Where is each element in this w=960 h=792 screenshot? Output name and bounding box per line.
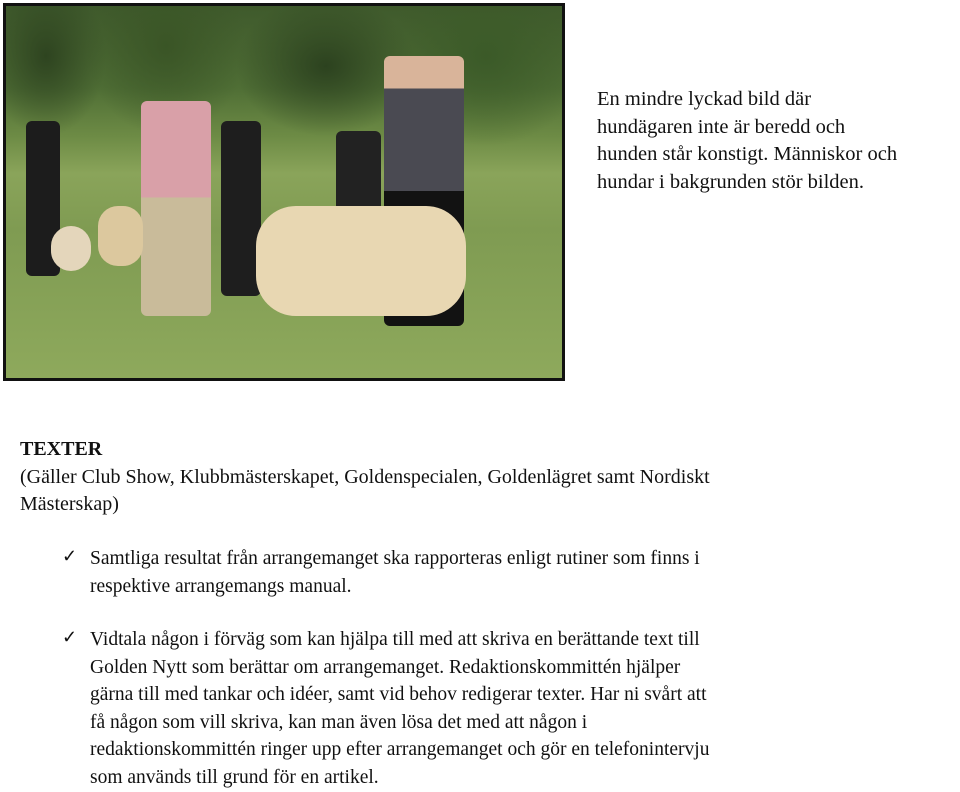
bullet-line: Golden Nytt som berättar om arrangemanget. Redaktionskommittén hjälper [90, 656, 681, 678]
bullet-line: respektive arrangemangs manual. [90, 575, 352, 597]
photo-dog [256, 206, 466, 316]
bullet-item [90, 626, 709, 791]
checkmark-icon: ✓ [62, 627, 78, 647]
dog-show-photo [3, 3, 565, 381]
photo-person [141, 101, 211, 316]
bullet-line: gärna till med tankar och idéer, samt vid behov redigerar texter. Har ni svårt att [90, 684, 707, 705]
photo-dog [98, 206, 143, 266]
bullet-line: som används till grund för en artikel. [90, 766, 379, 788]
checkmark-icon: ✓ [62, 546, 78, 566]
bullet-line: redaktionskommittén ringer upp efter arrangemanget och gör en telefonintervju [90, 739, 710, 760]
photo-caption [597, 86, 897, 196]
photo-dog [51, 226, 91, 271]
section-title: TEXTER [20, 438, 103, 460]
section-subtitle: Mästerskap) [20, 493, 119, 515]
caption-line: hundar i bakgrunden stör bilden. [597, 170, 865, 193]
section-subtitle: (Gäller Club Show, Klubbmästerskapet, Goldenspecialen, Goldenlägret samt Nordiskt [20, 465, 710, 488]
caption-line: hundägaren inte är beredd och [597, 115, 846, 138]
bullet-item [90, 545, 700, 600]
section-heading [20, 436, 710, 519]
caption-line: En mindre lyckad bild där [597, 88, 812, 110]
caption-line: hunden står konstigt. Människor och [597, 143, 898, 165]
bullet-line: få någon som vill skriva, kan man även lösa det med att någon i [90, 711, 588, 733]
photo-person [221, 121, 261, 296]
photo-trees [6, 6, 562, 156]
bullet-line: Samtliga resultat från arrangemanget ska rapporteras enligt rutiner som finns i [90, 548, 700, 569]
bullet-line: Vidtala någon i förväg som kan hjälpa till med att skriva en berättande text till [90, 629, 700, 650]
